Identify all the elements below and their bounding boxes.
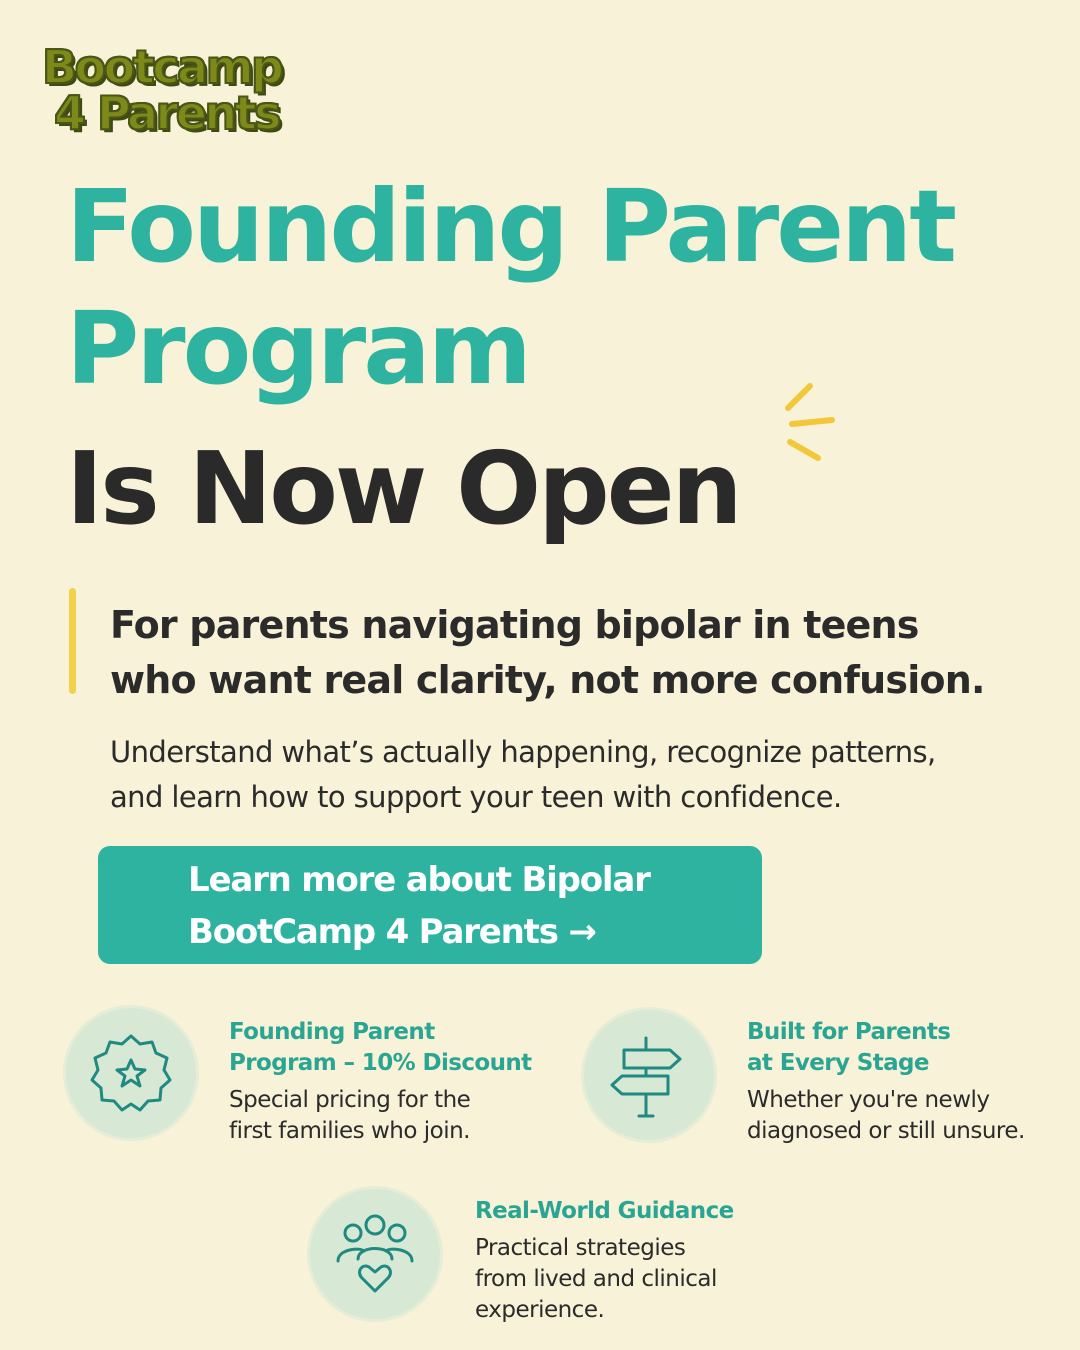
body-line-2: and learn how to support your teen with confidence. [110,780,842,814]
body-line-1: Understand what’s actually happening, recognize patterns, [110,735,936,769]
cta-line-2: BootCamp 4 Parents → [188,912,596,952]
lead-line-1: For parents navigating bipolar in teens [110,603,919,647]
feature-1-desc [229,1085,532,1147]
feature-1-icon-circle [66,1008,196,1138]
feature-2 [747,1017,1025,1147]
signpost-icon [584,1010,714,1140]
lead-accent-bar [69,588,76,694]
headline-dark: Is Now Open [66,430,740,547]
feature-3-desc-line-2: from lived and clinical [475,1266,717,1292]
headline-teal [66,166,954,410]
feature-1-desc-line-1: Special pricing for the [229,1087,471,1113]
feature-1 [229,1017,532,1147]
feature-2-desc-line-2: diagnosed or still unsure. [747,1118,1025,1144]
feature-3-desc-line-3: experience. [475,1297,605,1323]
feature-3-desc-line-1: Practical strategies [475,1235,686,1261]
feature-1-title [229,1017,532,1079]
logo-line-1: Bootcamp [42,40,282,94]
feature-2-title-line-1: Built for Parents [747,1019,951,1045]
feature-3 [475,1196,734,1326]
star-badge-icon [66,1008,196,1138]
feature-1-desc-line-2: first families who join. [229,1118,470,1144]
feature-3-title [475,1196,734,1227]
headline-line-2: Program [66,290,529,407]
feature-2-title-line-2: at Every Stage [747,1050,929,1076]
feature-3-icon-circle [310,1189,440,1319]
feature-2-title [747,1017,1025,1079]
feature-2-desc-line-1: Whether you're newly [747,1087,990,1113]
feature-3-title-line-1: Real-World Guidance [475,1198,734,1224]
feature-1-title-line-1: Founding Parent [229,1019,435,1045]
feature-3-desc [475,1233,734,1326]
lead-line-2: who want real clarity, not more confusion. [110,658,985,702]
lead-text [110,598,1050,708]
body-text [110,730,1070,820]
cta-line-1: Learn more about Bipolar [188,860,650,900]
headline-line-1: Founding Parent [66,168,955,285]
sparkle-icon [780,378,844,468]
logo-line-2: 4 Parents [54,86,280,140]
feature-1-title-line-2: Program – 10% Discount [229,1050,532,1076]
group-heart-icon [310,1189,440,1319]
feature-2-icon-circle [584,1010,714,1140]
learn-more-button[interactable] [98,846,762,964]
feature-2-desc [747,1085,1025,1147]
brand-logo [42,40,342,140]
learn-more-button-label [188,854,650,958]
